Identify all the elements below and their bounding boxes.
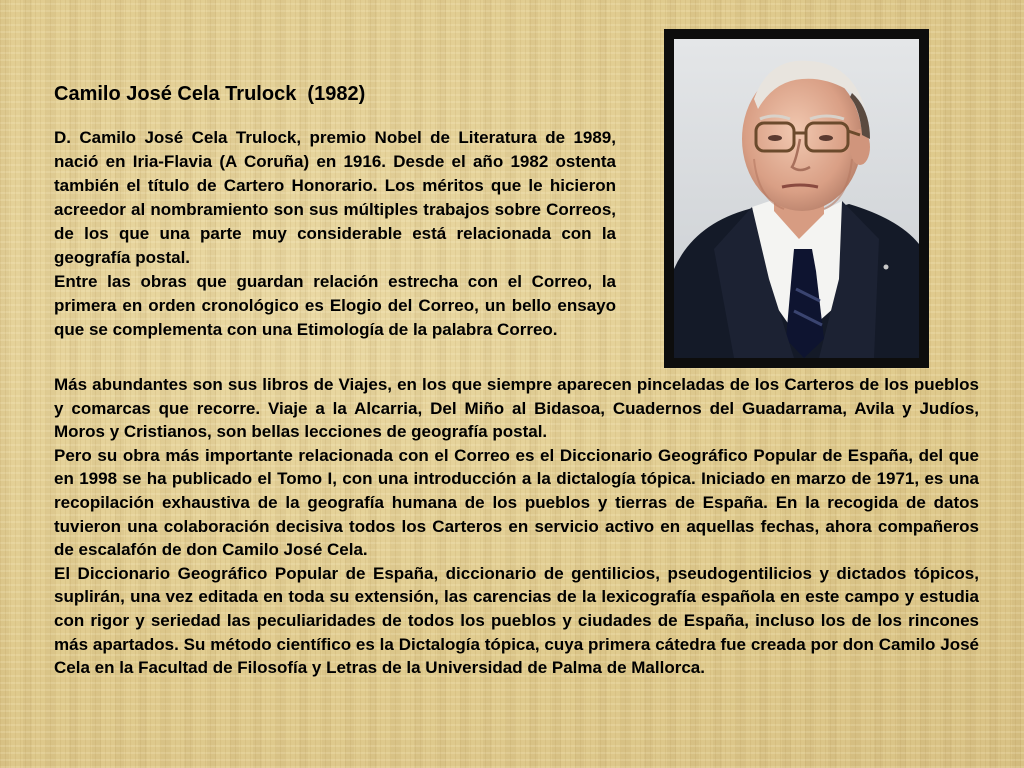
slide-title: Camilo José Cela Trulock (1982) xyxy=(54,83,366,105)
body-paragraph: Pero su obra más importante relacionada con el Correo es el Diccionario Geográfico Popular de España, del que en 1998 se ha publicado el Tomo I, con una introducción a la dictalogía tópica. Iniciado en marzo de 1971, es una recopilación exhaustiva de la geografía humana de los pueblos y tierras de España. En la recogida de datos tuvieron una colaboración decisiva todos los Carteros en servicio activo en aquellas fechas, ahora compañeros de escalafón de don Camilo José Cela. xyxy=(54,445,979,560)
body-text xyxy=(54,373,979,680)
body-paragraph: Más abundantes son sus libros de Viajes, en los que siempre aparecen pinceladas de los Carteros de los pueblos y comarcas que recorre. Viaje a la Alcarria, Del Miño al Bidasoa, Cuadernos del Guadarrama, Avila y Judíos, Moros y Cristianos, son bellas lecciones de geografía postal. xyxy=(54,375,979,442)
body-paragraph: El Diccionario Geográfico Popular de España, diccionario de gentilicios, pseudogentilicios y dictados tópicos, suplirán, una vez editada en toda su extensión, las carencias de la lexicografía española en este campo y estudia con rigor y seriedad las peculiaridades de todos los pueblos y ciudades de España, incluso los de los rincones más apartados. Su método científico es la Dictalogía tópica, cuya primera cátedra fue creada por don Camilo José Cela en la Facultad de Filosofía y Letras de la Universidad de Palma de Mallorca. xyxy=(54,563,979,678)
intro-text xyxy=(54,126,616,342)
portrait-frame xyxy=(664,29,929,368)
intro-paragraph: D. Camilo José Cela Trulock, premio Nobel de Literatura de 1989, nació en Iria-Flavia (A Coruña) en 1916. Desde el año 1982 ostenta también el título de Cartero Honorario. Los méritos que le hicieron acreedor al nombramiento son sus múltiples trabajos sobre Correos, de los que una parte muy considerable está relacionada con la geografía postal. xyxy=(54,128,616,267)
portrait-photo xyxy=(674,39,919,358)
intro-paragraph: Entre las obras que guardan relación estrecha con el Correo, la primera en orden cronológico es Elogio del Correo, un bello ensayo que se complementa con una Etimología de la palabra Correo. xyxy=(54,272,616,339)
